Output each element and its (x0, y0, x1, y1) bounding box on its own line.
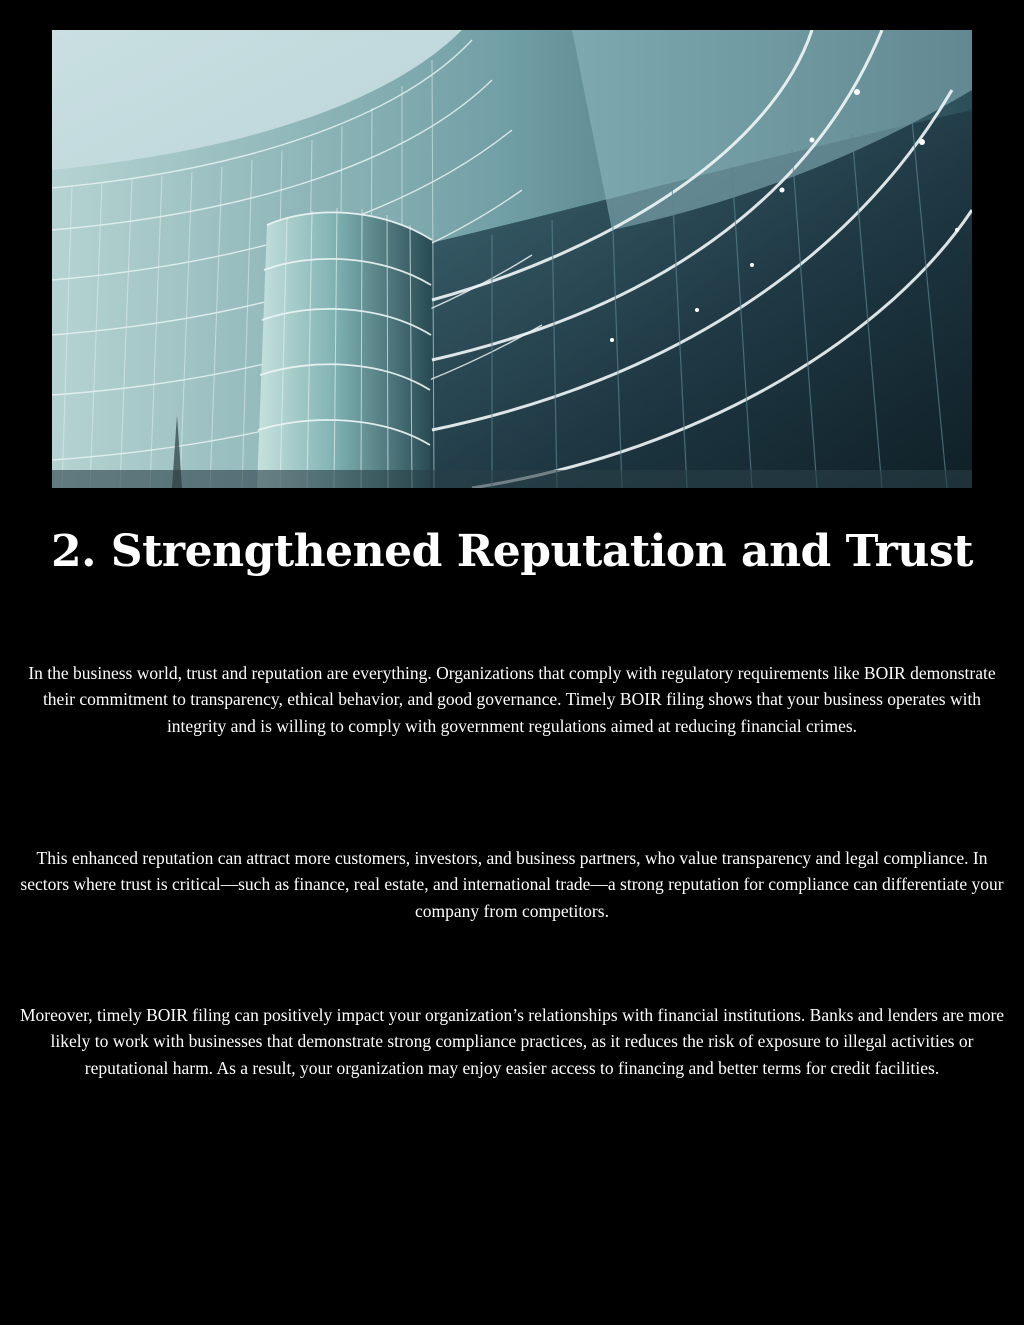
glass-building-illustration (52, 30, 972, 488)
article-paragraph-2: This enhanced reputation can attract more customers, investors, and business partners, who value transparency and legal compliance. In sectors where trust is critical—such as finance, real estate, and international trade—a strong reputation for compliance can differentiate your company from competitors. (20, 848, 1004, 921)
article-paragraph-1: In the business world, trust and reputation are everything. Organizations that comply with regulatory requirements like BOIR demonstrate their commitment to transparency, ethical behavior, and good governance. Timely BOIR filing shows that your business operates with integrity and is willing to comply with government regulations aimed at reducing financial crimes. (28, 663, 996, 736)
article-paragraph-3: Moreover, timely BOIR filing can positively impact your organization’s relationships with financial institutions. Banks and lenders are more likely to work with businesses that demonstrate strong compliance practices, as it reduces the risk of exposure to illegal activities or reputational harm. As a result, your organization may enjoy easier access to financing and better terms for credit facilities. (19, 1005, 1005, 1078)
article-title: 2. Strengthened Reputation and Trust (51, 526, 973, 577)
hero-image-glass-building (52, 30, 972, 488)
